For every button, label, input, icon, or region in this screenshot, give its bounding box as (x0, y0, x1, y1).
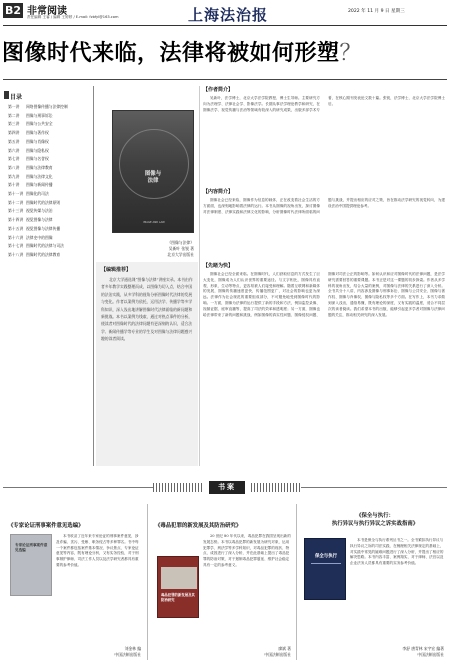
column-divider (296, 504, 297, 660)
editor-review-title: 【编辑推荐】 (101, 267, 132, 273)
book-1-cover-title: 专家论证刑事案件意见选编 (15, 543, 48, 552)
banner-tag: 书案 (209, 481, 245, 494)
main-headline (2, 36, 362, 67)
book-1-body: 本书收录了近年来专家论证的刑事案件意见，涉及诈骗、贪污、受贿、职务侵占等多种罪名。书中每一个案件都包括案件基本情况、争议焦点、专家论证意见等内容，既有理论分析，又有实务经验，对于刑事辩护律师、司法工作人员以及法学研究者都具有重要的参考价值。 (56, 534, 139, 567)
book-3-title-line-2: 执行异议与执行异议之诉实战指南》 (331, 521, 419, 527)
toc-item-title: 视觉传媒与法治 (26, 208, 53, 214)
caption-title: 《图像与法律》 (167, 240, 194, 245)
toc-item-number: 第十讲 (8, 182, 20, 188)
toc-item-number: 第十五讲 (8, 225, 24, 231)
content-intro-section (203, 188, 445, 254)
feature-book-cover (112, 110, 194, 233)
toc-item-number: 第十一讲 (8, 191, 24, 197)
issue-date: 2022 年 11 月 9 日 星期三 (348, 9, 405, 14)
content-intro-title: 【内容简介】 (203, 189, 234, 195)
banner-stripes (153, 483, 203, 492)
section-banner (3, 479, 447, 496)
cover-title: 图像与法律 (144, 171, 162, 184)
author-intro-body: 吴新叶，法学博士，北京大学法学院教授、博士生导师。主要研究方向为法理学、法律社会学、影像法学。长期从事法学理论教学和研究，在图像法学、视觉传播与法治等领域有较深入的研究成果，出版多部学术专著，在核心期刊发表论文数十篇。张锐，法学博士，北京大学法学院博士后。 (203, 96, 445, 112)
toc-item-title: 图像与新闻传播 (26, 182, 53, 188)
headline-text: 图像时代来临，法律将被如何形塑 (2, 41, 340, 66)
preface-body: 图像社会已经全面来临。在图像时代，人们获取信息的方式发生了巨大变化，图像成为人们认识世界的重要途径。与文字相比，图像具有直观、形象、生动等特点，更容易被人们接受和理解。随着互联网和新媒体的发展，图像的传播速度更快，传播范围更广，对社会的影响也更为深远。法律作为社会规范的重要组成部分，不可避免地受到图像时代的影响。一方面，图像为法律的运行提供了新的手段和方法，例如监控录像、视频证据、庭审直播等，提高了司法的效率和透明度；另一方面，图像也给法律带来了新的问题和挑战，例如图像的真实性问题、图像侵权问题、图像对司法公正的影响等。如何认识和应对图像时代的法律问题，是法学研究需要回答的重要课题。本书正是对这一课题的初步探索。作者从多学科的视角出发，结合大量的案例，对图像与法律的关系进行了深入分析。全书共分十八讲，内容涉及图像与刑事诉讼、图像与公共安全、图像与著作权、图像与肖像权、图像与隐私权等多个方面。在写作上，本书力求做到深入浅出，通俗易懂，既有理论的深度，又有实践的温度，适合不同层次的读者阅读。我们希望本书的出版，能够引起更多学者对图像与法律问题的关注，推动相关研究的深入发展。 (203, 272, 445, 317)
toc-item (8, 207, 92, 216)
book-2-cover (157, 556, 199, 618)
book-3-cover-rule (311, 563, 341, 564)
toc-item-number: 第七讲 (8, 156, 20, 162)
book-3-body: 本书是保全与执行系列丛书之一。全书紧扣执行异议与执行异议之诉的司法实践，在梳理相关法律规定的基础上，对实践中常见的疑难问题进行了深入分析，并提出了相应的解决思路。本书内容丰富、案例翔实，对于律师、法官以及企业法务人员都具有重要的实务参考价值。 (350, 538, 444, 566)
author-intro-title: 【作者简介】 (203, 87, 234, 93)
toc-item (8, 164, 92, 173)
toc-item-title: 法律史中的图像 (26, 234, 53, 240)
page-number: B2 (4, 4, 22, 17)
toc-item-number: 第五讲 (8, 138, 20, 144)
caption-authors: 吴新叶 张锐 著 (168, 246, 194, 251)
toc-item-number: 第十八讲 (8, 251, 24, 257)
content-intro-body: 图像社会已经来临，图像作为信息的载体，正在改变着社会生活的方方面面，也深刻地影响着法律的运行。本书从图像的视角出发，探讨图像对法律制度、法律实践和法律文化的影响，分析图像时代法律所面临的问题与挑战，并提出相应的应对之策，旨在推动法学研究的视觉转向，为建设法治中国提供理论参考。 (203, 198, 445, 214)
toc-item (8, 138, 92, 147)
book-1-author: 刘金林 编 (124, 646, 141, 651)
toc-item (8, 190, 92, 199)
book-2-publisher: 中国法制出版社 (264, 652, 291, 657)
toc-item (8, 173, 92, 182)
caption-publisher: 北京大学出版社 (167, 252, 194, 257)
toc-item-number: 第六讲 (8, 147, 20, 153)
newspaper-masthead: 上海法治报 (188, 6, 269, 24)
book-3-author: 李舒 唐青林 宋宇宏 编著 (402, 646, 444, 651)
book-3-credits (300, 646, 444, 658)
toc-item-number: 第一讲 (8, 104, 20, 109)
toc-item (8, 129, 92, 138)
book-2-author: 廖斌 著 (278, 646, 291, 651)
toc-item (8, 155, 92, 164)
book-3-publisher: 中国法制出版社 (417, 652, 444, 657)
column-divider (93, 86, 94, 466)
toc-item-title: 图像时代的法律与司法 (26, 243, 64, 249)
toc-item-number: 第二讲 (8, 112, 20, 118)
toc-item (8, 242, 92, 251)
banner-stripes (251, 483, 301, 492)
book-1-credits (56, 646, 141, 658)
editor-review-body: 北京大学通选课“图像与法律”讲座实录。本书由作者多年教学实践整理而成，以图像为切入点，结合中国的法治实践，从多学科的视角分析图像时代法律的发展与变化。作者以案例为依托，运用法学、传播学等多学科知识，深入浅出地讲解图像时代法律面临的新问题和新挑战。本书以案例为线索，通过对热点事件的分析，使读者对图像时代的法律问题有更深刻的认识，适合法学、新闻传播学等专业的学生及对图像与法律问题感兴趣的读者阅读。 (101, 277, 193, 342)
toc-item-title: 图像与著作权 (26, 130, 49, 136)
toc-item (8, 181, 92, 190)
toc-item-title: 图像化的司法 (26, 191, 49, 197)
toc-item-title: 图像与公共安全 (26, 121, 53, 127)
feature-book-caption (122, 240, 194, 258)
toc-item (8, 216, 92, 225)
toc-item-number: 第九讲 (8, 173, 20, 179)
column-divider (147, 504, 148, 660)
toc-item-title: 视觉图像与法律传播 (26, 225, 61, 231)
headline-rule (3, 79, 447, 80)
book-2-body: 20 世纪 80 年代以来，毒品犯罪在我国呈现出新的发展态势。本书以毒品犯罪的新发展为研究对象，运用犯罪学、刑法学等多学科知识，对毒品犯罪的现状、特点、成因进行了深入分析，并在此基础上提出了毒品犯罪的防治对策，对于遏制毒品犯罪蔓延、维护社会稳定具有一定的参考意义。 (203, 534, 291, 567)
book-2-title: 《毒品犯罪的新发展及其防治研究》 (155, 523, 242, 529)
cover-decoration (119, 129, 189, 199)
book-1-title: 《专家论证刑事案件意见选编》 (8, 523, 84, 529)
toc-item (8, 234, 92, 243)
toc-item-number: 第四讲 (8, 130, 20, 136)
toc-item-title: 网络图像传播与法律控制 (26, 104, 68, 109)
book-3-cover-title: 保全与执行 (315, 554, 337, 559)
editor-credits: 责任编辑 王睿 / 编辑 王婷婷 / E-mail: fzbfyl@163.com (27, 15, 119, 19)
cover-subtitle: IMAGE AND LAW (143, 221, 165, 224)
toc-item-title: 图像与法律文化 (26, 173, 53, 179)
toc-title: 目录 (10, 94, 23, 101)
toc-item (8, 103, 92, 112)
column-divider (199, 86, 200, 466)
toc-item-number: 第十四讲 (8, 217, 24, 223)
book-3-title-line-1: 《保全与执行： (356, 513, 394, 519)
book-3-cover (304, 538, 346, 600)
book-1-cover (10, 534, 52, 596)
toc-item-title: 图像与隐私权 (26, 147, 49, 153)
toc-item-number: 第十七讲 (8, 243, 24, 249)
toc-item-number: 第十二讲 (8, 199, 24, 205)
toc-marker-icon (4, 91, 9, 99)
toc-item (8, 225, 92, 234)
section-title: 非常阅读 (27, 6, 67, 17)
toc-item (8, 120, 92, 129)
banner-line (301, 487, 447, 488)
book-2-cover-title: 毒品犯罪的新发展及其防治研究 (161, 593, 195, 602)
table-of-contents (8, 103, 92, 260)
book-2-cover-image (161, 567, 197, 589)
preface-title: 【先睹为快】 (203, 263, 234, 269)
toc-item (8, 147, 92, 156)
headline-question-mark: ？ (339, 41, 363, 66)
toc-item-title: 图像与肖像权 (26, 138, 49, 144)
toc-item-number: 第十三讲 (8, 208, 24, 214)
toc-item-number: 第八讲 (8, 164, 20, 170)
page-header (0, 0, 450, 26)
header-rule (3, 25, 447, 26)
banner-line (3, 487, 153, 488)
toc-item-title: 视觉图像与法律 (26, 217, 53, 223)
toc-item-title: 图像与名誉权 (26, 156, 49, 162)
toc-item (8, 199, 92, 208)
toc-item-number: 第三讲 (8, 121, 20, 127)
toc-item (8, 251, 92, 260)
book-3-title (310, 511, 440, 527)
toc-item (8, 112, 92, 121)
toc-item-title: 图像与刑事诉讼 (26, 112, 53, 118)
toc-item-title: 图像与法律教育 (26, 164, 53, 170)
author-intro-section (203, 86, 445, 180)
book-1-publisher: 中国法制出版社 (114, 652, 141, 657)
toc-item-number: 第十六讲 (8, 234, 24, 240)
toc-item-title: 图像时代的法律原则 (26, 199, 61, 205)
toc-item-title: 图像时代的法律教育 (26, 251, 61, 257)
book-2-credits (203, 646, 291, 658)
preface-section (203, 262, 445, 468)
